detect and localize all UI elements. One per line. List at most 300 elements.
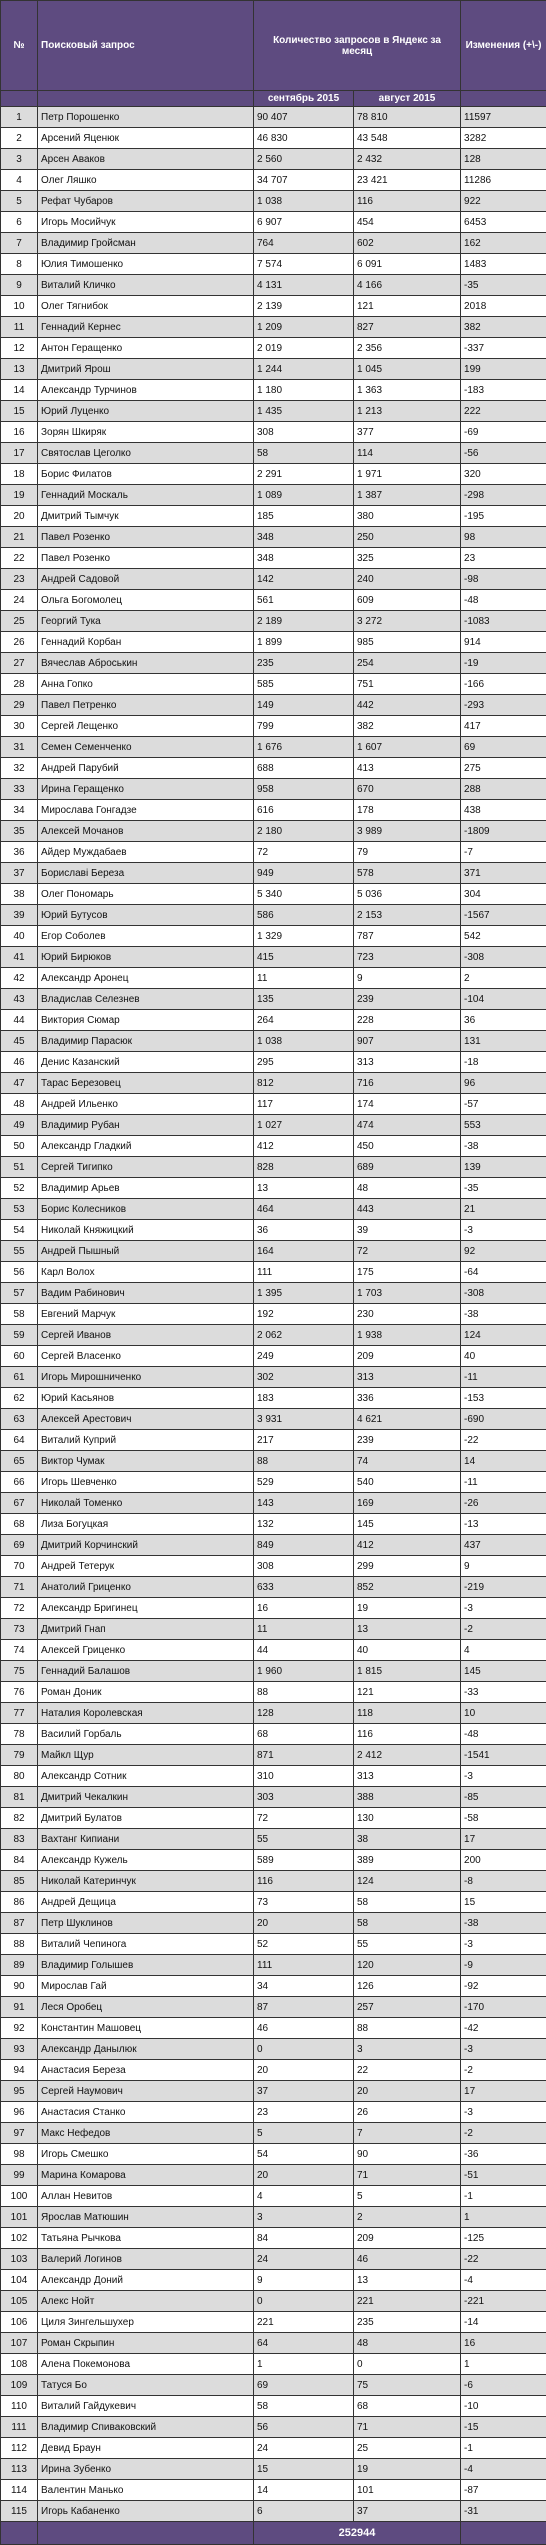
august-count: 4 166	[354, 275, 461, 296]
query-name: Денис Казанский	[38, 1052, 254, 1073]
change-value: 1	[461, 2207, 546, 2228]
row-number: 39	[1, 905, 38, 926]
table-row	[1, 1199, 546, 1220]
september-count: 87	[254, 1997, 354, 2018]
change-value: -1	[461, 2186, 546, 2207]
table-row	[1, 737, 546, 758]
table-row	[1, 2207, 546, 2228]
table-header-row	[1, 1, 546, 91]
september-count: 1 038	[254, 191, 354, 212]
table-row	[1, 1787, 546, 1808]
change-value: 320	[461, 464, 546, 485]
table-row	[1, 2501, 546, 2522]
september-count: 1	[254, 2354, 354, 2375]
query-name: Ирина Геращенко	[38, 779, 254, 800]
september-count: 135	[254, 989, 354, 1010]
august-count: 40	[354, 1640, 461, 1661]
change-value: -36	[461, 2144, 546, 2165]
row-number: 104	[1, 2270, 38, 2291]
change-value: 382	[461, 317, 546, 338]
august-count: 46	[354, 2249, 461, 2270]
table-row	[1, 674, 546, 695]
table-row	[1, 275, 546, 296]
august-count: 38	[354, 1829, 461, 1850]
row-number: 73	[1, 1619, 38, 1640]
query-name: Андрей Садовой	[38, 569, 254, 590]
september-count: 20	[254, 2060, 354, 2081]
september-count: 128	[254, 1703, 354, 1724]
september-count: 116	[254, 1871, 354, 1892]
subheader-september: сентябрь 2015	[254, 91, 354, 107]
row-number: 1	[1, 107, 38, 128]
september-count: 799	[254, 716, 354, 737]
query-name: Андрей Тетерук	[38, 1556, 254, 1577]
row-number: 16	[1, 422, 38, 443]
query-name: Петр Порошенко	[38, 107, 254, 128]
september-count: 7 574	[254, 254, 354, 275]
query-name: Олег Пономарь	[38, 884, 254, 905]
row-number: 97	[1, 2123, 38, 2144]
change-value: 145	[461, 1661, 546, 1682]
row-number: 89	[1, 1955, 38, 1976]
table-row	[1, 1745, 546, 1766]
table-row	[1, 2396, 546, 2417]
table-row	[1, 1031, 546, 1052]
table-row	[1, 1157, 546, 1178]
august-count: 178	[354, 800, 461, 821]
row-number: 22	[1, 548, 38, 569]
query-name: Игорь Мосийчук	[38, 212, 254, 233]
table-row	[1, 359, 546, 380]
august-count: 716	[354, 1073, 461, 1094]
august-count: 0	[354, 2354, 461, 2375]
row-number: 57	[1, 1283, 38, 1304]
row-number: 15	[1, 401, 38, 422]
row-number: 79	[1, 1745, 38, 1766]
table-row	[1, 569, 546, 590]
august-count: 1 363	[354, 380, 461, 401]
august-count: 474	[354, 1115, 461, 1136]
change-value: -298	[461, 485, 546, 506]
row-number: 102	[1, 2228, 38, 2249]
query-name: Виталий Чепинога	[38, 1934, 254, 1955]
row-number: 42	[1, 968, 38, 989]
header-change: Изменения (+\-)	[461, 1, 546, 91]
table-row	[1, 2333, 546, 2354]
query-name: Борис Филатов	[38, 464, 254, 485]
change-value: -38	[461, 1913, 546, 1934]
september-count: 1 899	[254, 632, 354, 653]
table-row	[1, 1178, 546, 1199]
september-count: 36	[254, 1220, 354, 1241]
row-number: 58	[1, 1304, 38, 1325]
query-name: Геннадий Москаль	[38, 485, 254, 506]
change-value: -7	[461, 842, 546, 863]
september-count: 192	[254, 1304, 354, 1325]
august-count: 120	[354, 1955, 461, 1976]
september-count: 308	[254, 1556, 354, 1577]
september-count: 1 027	[254, 1115, 354, 1136]
change-value: -48	[461, 590, 546, 611]
august-count: 3	[354, 2039, 461, 2060]
august-count: 221	[354, 2291, 461, 2312]
query-name: Валерий Логинов	[38, 2249, 254, 2270]
august-count: 116	[354, 191, 461, 212]
august-count: 609	[354, 590, 461, 611]
row-number: 80	[1, 1766, 38, 1787]
august-count: 68	[354, 2396, 461, 2417]
september-count: 633	[254, 1577, 354, 1598]
table-row	[1, 2417, 546, 2438]
query-name: Сергей Власенко	[38, 1346, 254, 1367]
august-count: 240	[354, 569, 461, 590]
row-number: 41	[1, 947, 38, 968]
august-count: 174	[354, 1094, 461, 1115]
august-count: 254	[354, 653, 461, 674]
row-number: 24	[1, 590, 38, 611]
query-name: Юрий Касьянов	[38, 1388, 254, 1409]
table-row	[1, 422, 546, 443]
table-row	[1, 1136, 546, 1157]
row-number: 36	[1, 842, 38, 863]
september-count: 2 180	[254, 821, 354, 842]
table-row	[1, 1094, 546, 1115]
september-count: 164	[254, 1241, 354, 1262]
query-name: Алекс Нойт	[38, 2291, 254, 2312]
change-value: 16	[461, 2333, 546, 2354]
table-row	[1, 149, 546, 170]
table-row	[1, 2291, 546, 2312]
august-count: 88	[354, 2018, 461, 2039]
september-count: 90 407	[254, 107, 354, 128]
september-count: 871	[254, 1745, 354, 1766]
september-count: 111	[254, 1262, 354, 1283]
table-row	[1, 2060, 546, 2081]
row-number: 108	[1, 2354, 38, 2375]
query-name: Владимир Голышев	[38, 1955, 254, 1976]
query-name: Аллан Невитов	[38, 2186, 254, 2207]
row-number: 59	[1, 1325, 38, 1346]
september-count: 310	[254, 1766, 354, 1787]
change-value: -22	[461, 2249, 546, 2270]
subheader-empty-num	[1, 91, 38, 107]
september-count: 183	[254, 1388, 354, 1409]
september-count: 16	[254, 1598, 354, 1619]
query-name: Александр Турчинов	[38, 380, 254, 401]
august-count: 907	[354, 1031, 461, 1052]
row-number: 60	[1, 1346, 38, 1367]
table-row	[1, 443, 546, 464]
query-name: Юрий Бирюков	[38, 947, 254, 968]
august-count: 25	[354, 2438, 461, 2459]
query-name: Геннадий Корбан	[38, 632, 254, 653]
august-count: 209	[354, 1346, 461, 1367]
row-number: 113	[1, 2459, 38, 2480]
row-number: 17	[1, 443, 38, 464]
august-count: 2 356	[354, 338, 461, 359]
table-row	[1, 2459, 546, 2480]
query-name: Лиза Богуцкая	[38, 1514, 254, 1535]
september-count: 132	[254, 1514, 354, 1535]
august-count: 26	[354, 2102, 461, 2123]
row-number: 50	[1, 1136, 38, 1157]
september-count: 5	[254, 2123, 354, 2144]
query-name: Антон Геращенко	[38, 338, 254, 359]
row-number: 85	[1, 1871, 38, 1892]
row-number: 2	[1, 128, 38, 149]
september-count: 58	[254, 443, 354, 464]
change-value: 6453	[461, 212, 546, 233]
query-name: Виктория Сюмар	[38, 1010, 254, 1031]
september-count: 111	[254, 1955, 354, 1976]
august-count: 852	[354, 1577, 461, 1598]
row-number: 75	[1, 1661, 38, 1682]
query-name: Святослав Цеголко	[38, 443, 254, 464]
table-row	[1, 1451, 546, 1472]
table-row	[1, 632, 546, 653]
table-row	[1, 1283, 546, 1304]
header-query: Поисковый запрос	[38, 1, 254, 91]
change-value: -2	[461, 2123, 546, 2144]
table-row	[1, 338, 546, 359]
row-number: 86	[1, 1892, 38, 1913]
query-name: Арсен Аваков	[38, 149, 254, 170]
table-row	[1, 212, 546, 233]
change-value: 4	[461, 1640, 546, 1661]
september-count: 88	[254, 1451, 354, 1472]
change-value: -183	[461, 380, 546, 401]
august-count: 71	[354, 2417, 461, 2438]
september-count: 6 907	[254, 212, 354, 233]
september-count: 37	[254, 2081, 354, 2102]
august-count: 48	[354, 1178, 461, 1199]
table-row	[1, 1955, 546, 1976]
august-count: 1 938	[354, 1325, 461, 1346]
query-name: Мирослава Гонгадзе	[38, 800, 254, 821]
september-count: 149	[254, 695, 354, 716]
august-count: 2 412	[354, 1745, 461, 1766]
september-count: 117	[254, 1094, 354, 1115]
row-number: 33	[1, 779, 38, 800]
change-value: 9	[461, 1556, 546, 1577]
row-number: 76	[1, 1682, 38, 1703]
change-value: -33	[461, 1682, 546, 1703]
table-row	[1, 1577, 546, 1598]
august-count: 388	[354, 1787, 461, 1808]
table-row	[1, 1304, 546, 1325]
change-value: -337	[461, 338, 546, 359]
august-count: 1 971	[354, 464, 461, 485]
query-name: Семен Семенченко	[38, 737, 254, 758]
august-count: 1 387	[354, 485, 461, 506]
august-count: 250	[354, 527, 461, 548]
query-name: Олег Ляшко	[38, 170, 254, 191]
change-value: 69	[461, 737, 546, 758]
table-row	[1, 1325, 546, 1346]
change-value: 14	[461, 1451, 546, 1472]
august-count: 78 810	[354, 107, 461, 128]
row-number: 13	[1, 359, 38, 380]
august-count: 412	[354, 1535, 461, 1556]
change-value: -26	[461, 1493, 546, 1514]
table-row	[1, 989, 546, 1010]
change-value: -48	[461, 1724, 546, 1745]
change-value: -64	[461, 1262, 546, 1283]
table-row	[1, 2375, 546, 2396]
row-number: 31	[1, 737, 38, 758]
table-row	[1, 2081, 546, 2102]
table-row	[1, 107, 546, 128]
september-count: 23	[254, 2102, 354, 2123]
query-name: Циля Зингельшухер	[38, 2312, 254, 2333]
august-count: 985	[354, 632, 461, 653]
total-empty-change	[461, 2522, 546, 2545]
august-count: 1 607	[354, 737, 461, 758]
august-count: 442	[354, 695, 461, 716]
query-name: Наталия Королевская	[38, 1703, 254, 1724]
august-count: 382	[354, 716, 461, 737]
september-count: 0	[254, 2039, 354, 2060]
row-number: 88	[1, 1934, 38, 1955]
august-count: 74	[354, 1451, 461, 1472]
row-number: 109	[1, 2375, 38, 2396]
table-row	[1, 905, 546, 926]
change-value: 128	[461, 149, 546, 170]
row-number: 37	[1, 863, 38, 884]
table-row	[1, 1346, 546, 1367]
table-row	[1, 401, 546, 422]
change-value: 437	[461, 1535, 546, 1556]
change-value: -195	[461, 506, 546, 527]
query-name: Сергей Лещенко	[38, 716, 254, 737]
table-row	[1, 1850, 546, 1871]
row-number: 84	[1, 1850, 38, 1871]
september-count: 2 189	[254, 611, 354, 632]
row-number: 46	[1, 1052, 38, 1073]
row-number: 95	[1, 2081, 38, 2102]
change-value: -58	[461, 1808, 546, 1829]
query-name: Карл Волох	[38, 1262, 254, 1283]
table-row	[1, 758, 546, 779]
september-count: 1 676	[254, 737, 354, 758]
august-count: 22	[354, 2060, 461, 2081]
august-count: 454	[354, 212, 461, 233]
august-count: 299	[354, 1556, 461, 1577]
august-count: 540	[354, 1472, 461, 1493]
table-row	[1, 1682, 546, 1703]
query-name: Александр Гладкий	[38, 1136, 254, 1157]
table-row	[1, 1934, 546, 1955]
table-row	[1, 2438, 546, 2459]
row-number: 94	[1, 2060, 38, 2081]
august-count: 19	[354, 1598, 461, 1619]
row-number: 26	[1, 632, 38, 653]
change-value: 92	[461, 1241, 546, 1262]
table-row	[1, 1073, 546, 1094]
query-name: Владислав Селезнев	[38, 989, 254, 1010]
september-count: 529	[254, 1472, 354, 1493]
september-count: 68	[254, 1724, 354, 1745]
change-value: -14	[461, 2312, 546, 2333]
change-value: -2	[461, 2060, 546, 2081]
september-count: 72	[254, 1808, 354, 1829]
row-number: 29	[1, 695, 38, 716]
total-row	[1, 2522, 546, 2545]
query-name: Павел Петренко	[38, 695, 254, 716]
table-row	[1, 2354, 546, 2375]
august-count: 1 815	[354, 1661, 461, 1682]
query-name: Алексей Мочанов	[38, 821, 254, 842]
row-number: 90	[1, 1976, 38, 1997]
september-count: 2 560	[254, 149, 354, 170]
change-value: 162	[461, 233, 546, 254]
row-number: 8	[1, 254, 38, 275]
change-value: -293	[461, 695, 546, 716]
change-value: -6	[461, 2375, 546, 2396]
query-name: Девид Браун	[38, 2438, 254, 2459]
query-name: Юрий Бутусов	[38, 905, 254, 926]
change-value: 199	[461, 359, 546, 380]
row-number: 65	[1, 1451, 38, 1472]
august-count: 90	[354, 2144, 461, 2165]
change-value: 17	[461, 1829, 546, 1850]
query-name: Дмитрий Корчинский	[38, 1535, 254, 1556]
september-count: 412	[254, 1136, 354, 1157]
august-count: 377	[354, 422, 461, 443]
september-count: 84	[254, 2228, 354, 2249]
change-value: 222	[461, 401, 546, 422]
table-row	[1, 1493, 546, 1514]
query-name: Николай Катеринчук	[38, 1871, 254, 1892]
table-row	[1, 968, 546, 989]
august-count: 4 621	[354, 1409, 461, 1430]
subheader-empty-change	[461, 91, 546, 107]
change-value: -38	[461, 1304, 546, 1325]
change-value: -1083	[461, 611, 546, 632]
row-number: 82	[1, 1808, 38, 1829]
row-number: 45	[1, 1031, 38, 1052]
august-count: 230	[354, 1304, 461, 1325]
september-count: 2 062	[254, 1325, 354, 1346]
change-value: -35	[461, 275, 546, 296]
september-count: 44	[254, 1640, 354, 1661]
row-number: 43	[1, 989, 38, 1010]
change-value: 438	[461, 800, 546, 821]
september-count: 46	[254, 2018, 354, 2039]
september-count: 2 291	[254, 464, 354, 485]
change-value: 275	[461, 758, 546, 779]
table-row	[1, 884, 546, 905]
change-value: 200	[461, 1850, 546, 1871]
change-value: 21	[461, 1199, 546, 1220]
row-number: 27	[1, 653, 38, 674]
september-count: 849	[254, 1535, 354, 1556]
august-count: 58	[354, 1892, 461, 1913]
september-count: 185	[254, 506, 354, 527]
change-value: -125	[461, 2228, 546, 2249]
table-row	[1, 1409, 546, 1430]
august-count: 380	[354, 506, 461, 527]
august-count: 313	[354, 1052, 461, 1073]
query-name: Александр Сотник	[38, 1766, 254, 1787]
september-count: 1 038	[254, 1031, 354, 1052]
change-value: -170	[461, 1997, 546, 2018]
change-value: 15	[461, 1892, 546, 1913]
september-count: 143	[254, 1493, 354, 1514]
row-number: 51	[1, 1157, 38, 1178]
query-name: Александр Аронец	[38, 968, 254, 989]
query-name: Дмитрий Гнап	[38, 1619, 254, 1640]
